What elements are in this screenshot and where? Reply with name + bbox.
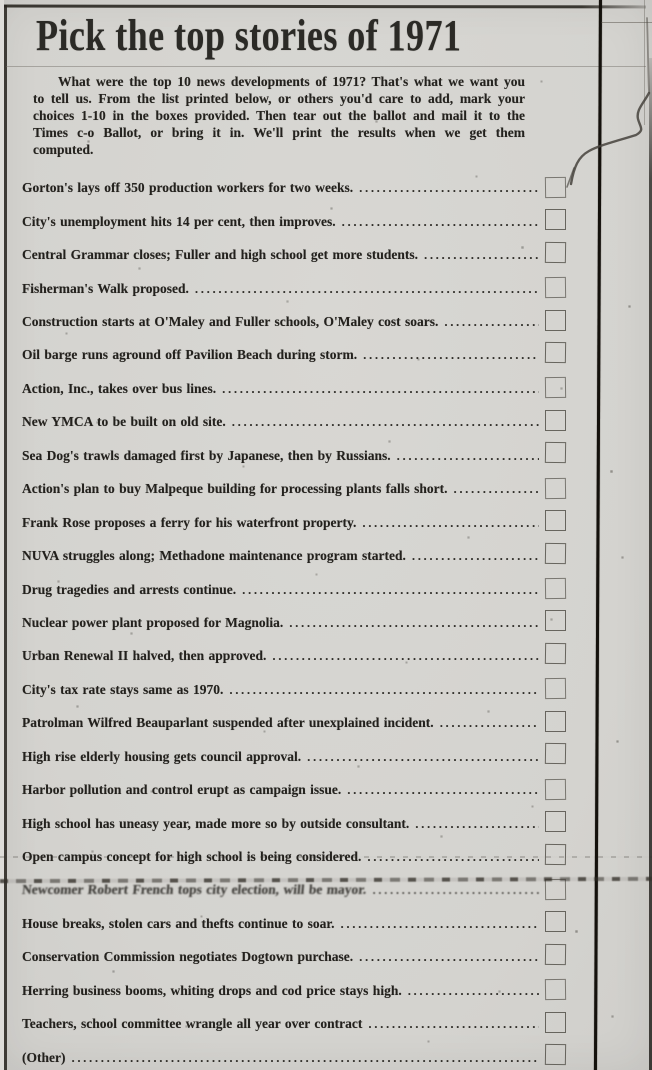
story-row <box>0 907 652 940</box>
story-label: Drug tragedies and arrests continue. <box>22 581 237 597</box>
story-label: Urban Renewal II halved, then approved. <box>22 648 267 664</box>
story-row <box>0 506 652 539</box>
title-underline-hairline <box>6 66 646 67</box>
dotted-leader <box>353 949 539 965</box>
story-label: Herring business booms, whiting drops and cod price stays high. <box>22 982 402 998</box>
dotted-leader <box>65 1050 539 1066</box>
story-label: Conservation Commission negotiates Dogtown purchase. <box>22 949 354 965</box>
dotted-leader <box>216 381 539 397</box>
story-label: City's unemployment hits 14 per cent, then improves. <box>22 213 336 229</box>
clipping-left-border <box>4 5 7 1070</box>
dotted-leader <box>406 548 539 564</box>
story-label: Central Grammar closes; Fuller and high school get more students. <box>22 247 418 263</box>
story-label: City's tax rate stays same as 1970. <box>22 681 224 697</box>
story-list <box>0 172 652 1070</box>
story-checkbox[interactable] <box>545 778 566 799</box>
dotted-leader <box>361 849 539 865</box>
story-row <box>0 707 652 740</box>
page-title: Pick the top stories of 1971 <box>36 11 462 60</box>
story-checkbox[interactable] <box>545 811 566 832</box>
story-checkbox[interactable] <box>545 277 566 298</box>
dotted-leader <box>223 682 539 698</box>
story-label: House breaks, stolen cars and thefts continue to soar. <box>22 915 335 931</box>
story-checkbox[interactable] <box>545 209 566 230</box>
story-label: High school has uneasy year, made more so by outside consultant. <box>22 815 410 831</box>
story-checkbox[interactable] <box>545 711 566 732</box>
story-label: Sea Dog's trawls damaged first by Japanese, then by Russians. <box>22 447 391 463</box>
story-row <box>0 874 652 907</box>
story-checkbox[interactable] <box>545 1012 566 1033</box>
story-label: Action, Inc., takes over bus lines. <box>22 380 217 396</box>
story-checkbox[interactable] <box>545 542 566 563</box>
dotted-leader <box>409 816 539 832</box>
story-row <box>0 1007 652 1040</box>
story-checkbox[interactable] <box>545 643 566 664</box>
story-row <box>0 172 652 205</box>
story-label: Oil barge runs aground off Pavilion Beach during storm. <box>22 347 358 363</box>
story-row <box>0 840 652 873</box>
story-checkbox[interactable] <box>545 241 566 262</box>
story-checkbox[interactable] <box>545 310 566 331</box>
story-checkbox[interactable] <box>545 944 566 965</box>
story-checkbox[interactable] <box>545 342 566 363</box>
story-label: Frank Rose proposes a ferry for his waterfront property. <box>22 514 357 530</box>
story-checkbox[interactable] <box>545 610 566 631</box>
story-row <box>0 339 652 372</box>
story-checkbox[interactable] <box>545 478 566 499</box>
story-row <box>0 205 652 238</box>
story-row <box>0 472 652 505</box>
story-label: Fisherman's Walk proposed. <box>22 280 189 296</box>
dotted-leader <box>226 414 539 430</box>
story-label: High rise elderly housing gets council approval. <box>22 748 302 764</box>
paper-speckles <box>0 0 1 1</box>
dotted-leader <box>301 749 539 765</box>
dotted-leader <box>356 515 539 531</box>
story-row <box>0 606 652 639</box>
dotted-leader <box>335 916 539 932</box>
pen-stroke-curve <box>571 93 649 184</box>
story-row <box>0 539 652 572</box>
story-label: Construction starts at O'Maley and Fuller schools, O'Maley cost soars. <box>22 314 439 329</box>
story-label: (Other) <box>22 1049 66 1065</box>
story-label: New YMCA to be built on old site. <box>22 414 226 430</box>
story-row <box>0 406 652 439</box>
story-row <box>0 439 652 472</box>
story-checkbox[interactable] <box>545 743 566 764</box>
dotted-leader <box>357 347 539 363</box>
dotted-leader <box>236 582 539 598</box>
story-checkbox[interactable] <box>545 1044 566 1065</box>
dotted-leader <box>366 882 539 898</box>
dotted-leader <box>341 782 539 798</box>
story-row <box>0 974 652 1007</box>
story-checkbox[interactable] <box>545 510 566 531</box>
dotted-leader <box>283 615 539 631</box>
story-row <box>0 941 652 974</box>
story-label: Teachers, school committee wrangle all year over contract <box>22 1016 363 1032</box>
intro-paragraph: What were the top 10 news developments of 1971? That's what we want you to tell us. From the list printed below, or others you'd care to add, mark your choices 1-10 in the boxes provided. Then tear out the ballot and mail it to the Times c-o Ballot, or bring it in. We'll print the results when we get them computed. <box>33 74 525 157</box>
dotted-leader <box>189 281 539 297</box>
story-checkbox[interactable] <box>545 979 566 1000</box>
dotted-leader <box>438 314 539 330</box>
story-label: Newcomer Robert French tops city election, will be mayor. <box>21 882 368 898</box>
story-checkbox[interactable] <box>545 377 566 398</box>
story-row <box>0 773 652 806</box>
story-row <box>0 305 652 338</box>
story-row <box>0 640 652 673</box>
dotted-leader <box>353 180 539 196</box>
story-label: Action's plan to buy Malpeque building for processing plants falls short. <box>22 481 448 497</box>
story-row <box>0 673 652 706</box>
story-row <box>0 573 652 606</box>
dotted-leader <box>336 214 539 230</box>
story-row <box>0 740 652 773</box>
story-row <box>0 272 652 305</box>
story-row <box>0 372 652 405</box>
dotted-leader <box>391 448 539 464</box>
dotted-leader <box>402 983 539 999</box>
story-label: Patrolman Wilfred Beauparlant suspended after unexplained incident. <box>22 715 434 731</box>
story-checkbox[interactable] <box>545 177 566 198</box>
clipping-top-border <box>4 5 646 8</box>
dotted-leader <box>447 481 539 497</box>
story-label: Nuclear power plant proposed for Magnolia. <box>22 614 284 630</box>
dotted-leader <box>362 1016 539 1032</box>
story-checkbox[interactable] <box>545 879 566 900</box>
story-checkbox[interactable] <box>545 678 566 699</box>
story-checkbox[interactable] <box>545 843 566 864</box>
story-row <box>0 1041 652 1070</box>
dotted-leader <box>266 648 539 664</box>
story-label: Open campus concept for high school is being considered. <box>22 849 362 864</box>
story-checkbox[interactable] <box>545 578 566 599</box>
dotted-leader <box>418 247 539 263</box>
story-checkbox[interactable] <box>545 911 566 932</box>
story-label: Gorton's lays off 350 production workers for two weeks. <box>22 180 354 196</box>
story-row <box>0 238 652 271</box>
story-label: Harbor pollution and control erupt as campaign issue. <box>22 782 342 798</box>
dotted-leader <box>434 715 539 731</box>
story-row <box>0 807 652 840</box>
story-label: NUVA struggles along; Methadone maintenance program started. <box>22 548 406 564</box>
fold-line <box>644 0 645 125</box>
story-checkbox[interactable] <box>545 442 566 463</box>
story-checkbox[interactable] <box>545 410 566 431</box>
